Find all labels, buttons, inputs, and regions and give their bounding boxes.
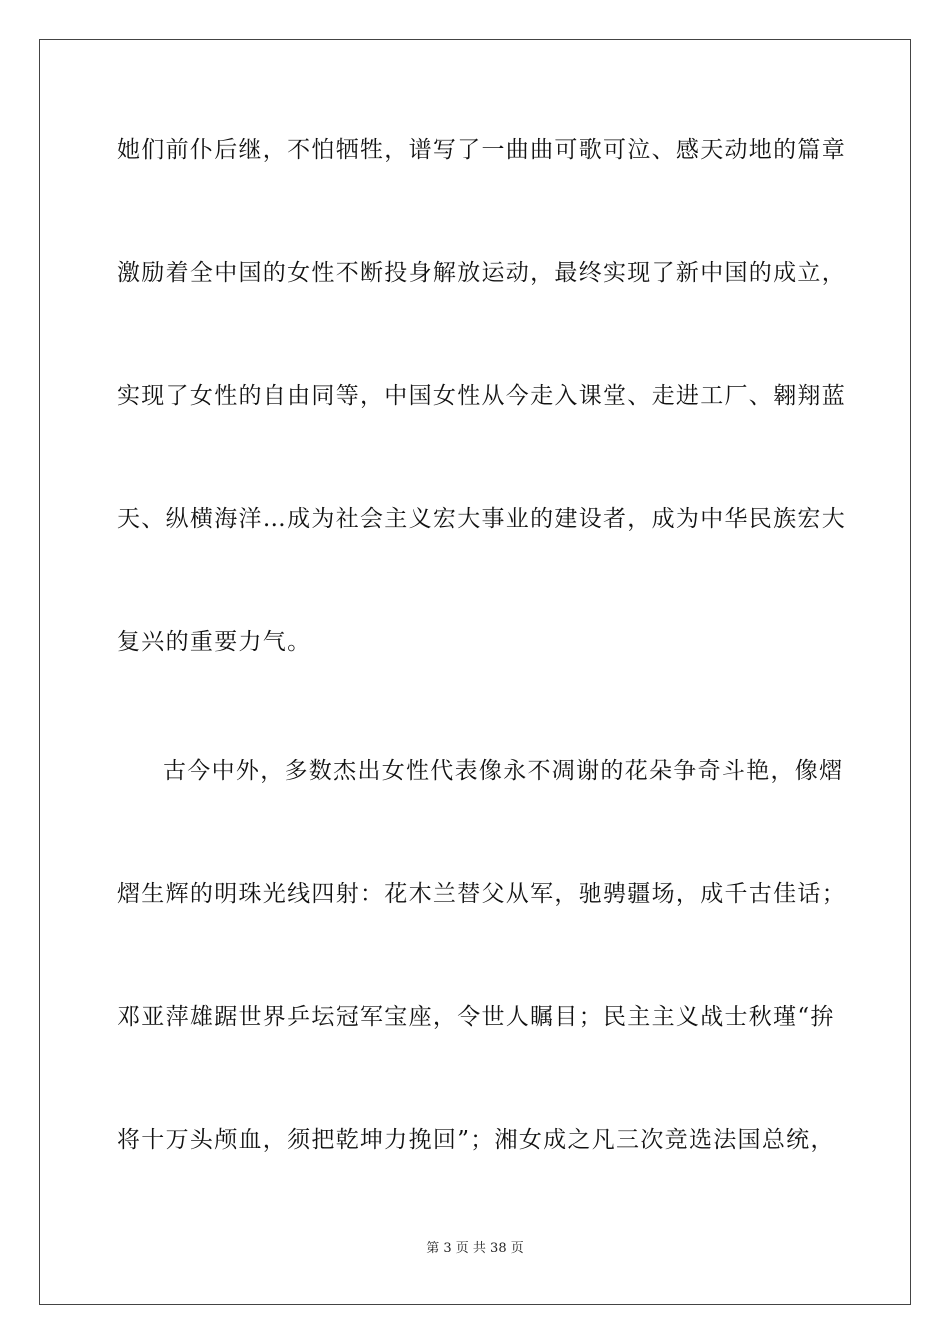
body-text-line: 天、纵横海洋…成为社会主义宏大事业的建设者，成为中华民族宏大 (117, 506, 846, 532)
body-text-line: 实现了女性的自由同等，中国女性从今走入课堂、走进工厂、翱翔蓝 (117, 383, 846, 409)
body-text-line: 熠生辉的明珠光线四射：花木兰替父从军，驰骋疆场，成千古佳话； (117, 881, 846, 907)
paragraph-first-line: 古今中外，多数杰出女性代表像永不凋谢的花朵争奇斗艳，像熠 (163, 758, 844, 784)
body-text-line: 复兴的重要力气。 (117, 629, 312, 655)
page-number-footer: 第 3 页 共 38 页 (426, 1241, 524, 1256)
page-border (39, 39, 911, 1305)
body-text-line: 激励着全中国的女性不断投身解放运动，最终实现了新中国的成立， (117, 260, 846, 286)
body-text-line: 将十万头颅血，须把乾坤力挽回”；湘女成之凡三次竞选法国总统， (117, 1127, 835, 1153)
body-text-line: 她们前仆后继，不怕牺牲，谱写了一曲曲可歌可泣、感天动地的篇章 (117, 137, 846, 163)
body-text-line: 邓亚萍雄踞世界乒坛冠军宝座，令世人瞩目；民主主义战士秋瑾“拚 (117, 1004, 835, 1030)
